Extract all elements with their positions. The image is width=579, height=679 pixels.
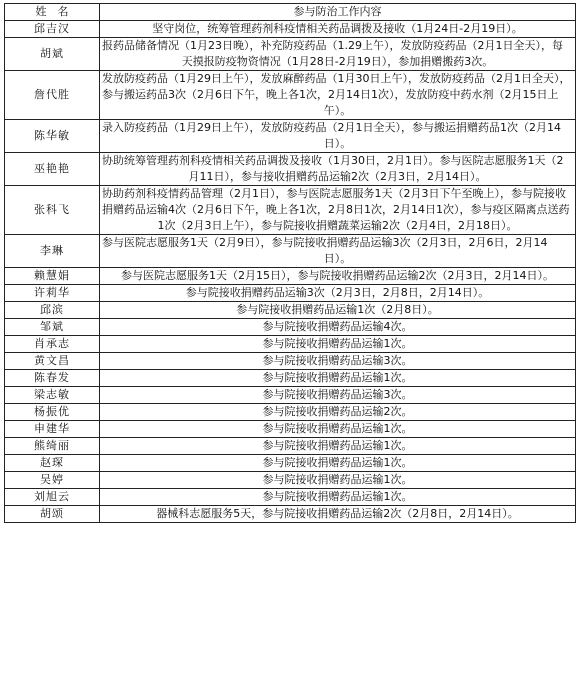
staff-name-cell: 陈华敏: [5, 120, 100, 153]
staff-name-cell: 詹代胜: [5, 71, 100, 120]
staff-name-cell: 巫艳艳: [5, 153, 100, 186]
table-row: [5, 353, 576, 370]
work-content-cell: 参与院接收捐赠药品运输1次（2月8日）。: [100, 302, 576, 319]
work-content-table: [4, 3, 576, 523]
staff-name-cell: 许莉华: [5, 285, 100, 302]
work-content-cell: 录入防疫药品（1月29日上午），发放防疫药品（2月1日全天），参与搬运捐赠药品1次（2月14日）。: [100, 120, 576, 153]
table-row: [5, 455, 576, 472]
staff-name-cell: 黄文昌: [5, 353, 100, 370]
work-content-cell: 参与院接收捐赠药品运输3次（2月3日，2月8日，2月14日）。: [100, 285, 576, 302]
table-row: [5, 302, 576, 319]
table-row: [5, 120, 576, 153]
table-row: [5, 506, 576, 523]
work-content-cell: 参与院接收捐赠药品运输4次。: [100, 319, 576, 336]
work-content-cell: 参与医院志愿服务1天（2月15日），参与院接收捐赠药品运输2次（2月3日，2月14日）。: [100, 268, 576, 285]
staff-name-cell: 申建华: [5, 421, 100, 438]
table-row: [5, 186, 576, 235]
staff-name-cell: 邱滨: [5, 302, 100, 319]
staff-name-cell: 胡斌: [5, 38, 100, 71]
work-column-header: 参与防治工作内容: [100, 4, 576, 21]
work-content-cell: 参与院接收捐赠药品运输3次。: [100, 353, 576, 370]
work-content-cell: 参与院接收捐赠药品运输1次。: [100, 455, 576, 472]
staff-name-cell: 赵琛: [5, 455, 100, 472]
work-content-cell: 参与院接收捐赠药品运输1次。: [100, 336, 576, 353]
table-row: [5, 71, 576, 120]
table-header-row: [5, 4, 576, 21]
work-content-cell: 参与院接收捐赠药品运输2次。: [100, 404, 576, 421]
table-row: [5, 438, 576, 455]
work-content-cell: 协助统筹管理药剂科疫情相关药品调拨及接收（1月30日，2月1日）。参与医院志愿服务1天（2月11日），参与接收捐赠药品运输2次（2月3日，2月14日）。: [100, 153, 576, 186]
work-content-cell: 参与院接收捐赠药品运输1次。: [100, 438, 576, 455]
work-content-cell: 参与院接收捐赠药品运输1次。: [100, 472, 576, 489]
work-content-cell: 参与院接收捐赠药品运输3次。: [100, 387, 576, 404]
table-row: [5, 319, 576, 336]
table-body: [5, 21, 576, 523]
work-content-cell: 发放防疫药品（1月29日上午），发放麻醉药品（1月30日上午），发放防疫药品（2月1日全天），参与搬运药品3次（2月6日下午，晚上各1次，2月14日1次），发放防疫中药水剂（2月15日上午）。: [100, 71, 576, 120]
table-row: [5, 336, 576, 353]
table-row: [5, 489, 576, 506]
staff-name-cell: 陈春发: [5, 370, 100, 387]
work-content-cell: 报药品储备情况（1月23日晚），补充防疫药品（1.29上午），发放防疫药品（2月1日全天），每天摸报防疫物资情况（1月28日-2月19日），参加捐赠搬药3次。: [100, 38, 576, 71]
staff-name-cell: 肖承志: [5, 336, 100, 353]
staff-name-cell: 吴婷: [5, 472, 100, 489]
table-row: [5, 38, 576, 71]
staff-name-cell: 熊绮丽: [5, 438, 100, 455]
table-row: [5, 404, 576, 421]
work-content-cell: 参与院接收捐赠药品运输1次。: [100, 421, 576, 438]
table-row: [5, 153, 576, 186]
table-row: [5, 235, 576, 268]
staff-name-cell: 杨振优: [5, 404, 100, 421]
work-content-cell: 参与院接收捐赠药品运输1次。: [100, 489, 576, 506]
work-content-cell: 坚守岗位，统筹管理药剂科疫情相关药品调拨及接收（1月24日-2月19日）。: [100, 21, 576, 38]
staff-name-cell: 张科飞: [5, 186, 100, 235]
table-row: [5, 387, 576, 404]
work-content-cell: 参与医院志愿服务1天（2月9日），参与院接收捐赠药品运输3次（2月3日，2月6日，2月14日）。: [100, 235, 576, 268]
staff-name-cell: 邱吉汉: [5, 21, 100, 38]
staff-name-cell: 邹斌: [5, 319, 100, 336]
staff-name-cell: 赖慧娟: [5, 268, 100, 285]
staff-name-cell: 梁志敏: [5, 387, 100, 404]
table-row: [5, 285, 576, 302]
table-row: [5, 472, 576, 489]
table-row: [5, 268, 576, 285]
table-row: [5, 421, 576, 438]
work-content-cell: 参与院接收捐赠药品运输1次。: [100, 370, 576, 387]
table-row: [5, 21, 576, 38]
table-row: [5, 370, 576, 387]
staff-name-cell: 刘旭云: [5, 489, 100, 506]
name-column-header: 姓 名: [5, 4, 100, 21]
staff-name-cell: 胡颂: [5, 506, 100, 523]
work-content-cell: 协助药剂科疫情药品管理（2月1日），参与医院志愿服务1天（2月3日下午至晚上），参与院接收捐赠药品运输4次（2月6日下午，晚上各1次，2月8日1次，2月14日1次），参与疫区隔离点送药1次（2月3日上午），参与院接收捐赠蔬菜运输2次（2月4日，2月18日）。: [100, 186, 576, 235]
work-content-cell: 器械科志愿服务5天，参与院接收捐赠药品运输2次（2月8日，2月14日）。: [100, 506, 576, 523]
staff-name-cell: 李琳: [5, 235, 100, 268]
